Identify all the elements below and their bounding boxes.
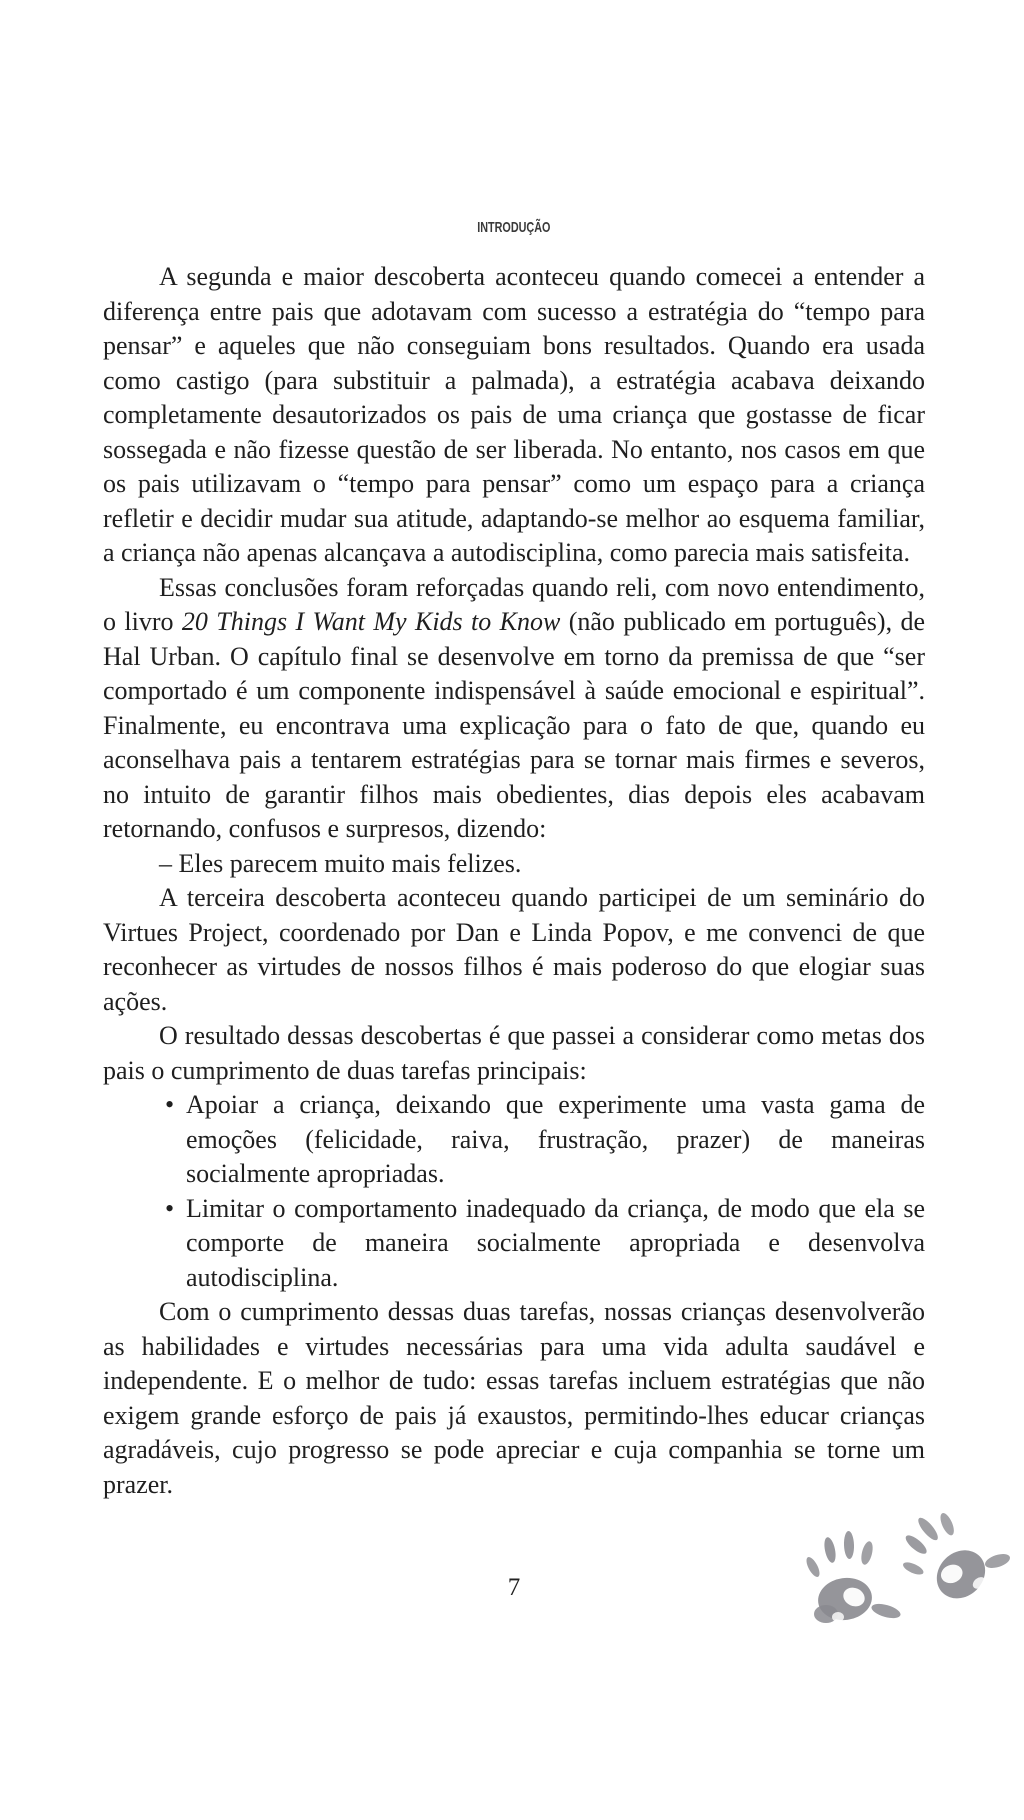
paragraph-2 — [103, 571, 925, 847]
handprint-left-icon — [804, 1531, 902, 1624]
paragraph-2-text-after: (não publicado em português), de Hal Urban. O capítulo final se desenvolve em torno da premissa de que “ser comportado é um componente indispensável à saúde emocional e espiritual”. Finalmente, eu encontrava uma explicação para o fato de que, quando eu aconselhava pais a tentarem estratégias para se tornar mais firmes e severos, no intuito de garantir filhos mais obedientes, dias depois eles acabavam retornando, confusos e surpresos, dizendo: — [103, 607, 926, 843]
bullet-icon: • — [165, 1193, 175, 1223]
child-handprints-graphic — [788, 1505, 1024, 1655]
body-text — [103, 260, 925, 1502]
bullet-list — [103, 1088, 925, 1295]
bullet-icon: • — [165, 1090, 175, 1119]
paragraph-1: A segunda e maior descoberta aconteceu quando comecei a entender a diferença entre pais que adotavam com sucesso a estratégia do “tempo para pensar” e aqueles que não conseguiam bons resultados. Quando era usada como castigo (para substituir a palmada), a estratégia acabava deixando completamente desautorizados os pais de uma criança que gostasse de ficar sossegada e não fizesse questão de ser liberada. No entanto, nos casos em que os pais utilizavam o “tempo para pensar” como um espaço para a criança refletir e decidir mudar sua atitude, adaptando-se melhor ao esquema familiar, a criança não apenas alcançava a autodisciplina, como parecia mais satisfeita. — [103, 262, 925, 567]
paragraph-2-text-before: Essas conclusões foram reforçadas quando reli, com novo entendimento, o livro — [103, 572, 925, 636]
dialogue-line: – Eles parecem muito mais felizes. — [159, 848, 522, 878]
book-title: 20 Things I Want My Kids to Know — [181, 607, 561, 636]
list-item-text: Limitar o comportamento inadequado da criança, de modo que ela se comporte de maneira socialmente apropriada e desenvolva autodisciplina. — [186, 1193, 925, 1292]
paragraph-5: O resultado dessas descobertas é que passei a considerar como metas dos pais o cumprimento de duas tarefas principais: — [103, 1021, 925, 1085]
paragraph-6: Com o cumprimento dessas duas tarefas, nossas crianças desenvolverão as habilidades e virtudes necessárias para uma vida adulta saudável e independente. E o melhor de tudo: essas tarefas incluem estratégias que não exigem grande esforço de pais já exaustos, permitindo-lhes educar crianças agradáveis, cujo progresso se pode apreciar e cuja companhia se torne um prazer. — [103, 1297, 925, 1499]
list-item — [165, 1192, 925, 1296]
running-head-label: INTRODUÇÃO — [477, 219, 551, 236]
page-number: 7 — [507, 1574, 521, 1601]
list-item-text: Apoiar a criança, deixando que experimente uma vasta gama de emoções (felicidade, raiva, frustração, prazer) de maneiras socialmente apropriadas. — [186, 1090, 925, 1188]
handprint-right-icon — [884, 1505, 1017, 1620]
running-head — [103, 219, 925, 237]
list-item — [165, 1088, 925, 1192]
paragraph-4: A terceira descoberta aconteceu quando participei de um seminário do Virtues Project, coordenado por Dan e Linda Popov, e me convenci de que reconhecer as virtudes de nossos filhos é mais poderoso do que elogiar suas ações. — [103, 883, 925, 1016]
